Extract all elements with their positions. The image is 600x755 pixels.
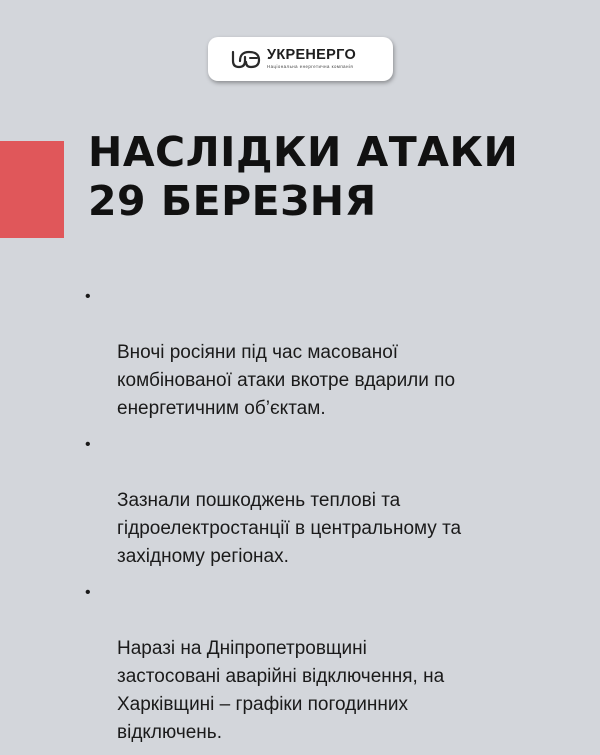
ukrenergo-logo-icon	[230, 48, 264, 70]
headline	[88, 128, 518, 226]
bullet-marker: •	[85, 436, 91, 453]
bullet-item	[82, 579, 522, 747]
logo-tagline: Національна енергетична компанія	[267, 64, 354, 69]
logo-name: УКРЕНЕРГО	[267, 47, 357, 63]
bullet-marker: •	[85, 584, 91, 601]
logo-badge	[208, 37, 393, 81]
bullet-list	[82, 283, 522, 755]
bullet-item	[82, 431, 522, 571]
bullet-text: Наразі на Дніпропетровщині застосовані аварійні відключення, на Харківщині – графіки погодинних відключень.	[117, 638, 445, 743]
bullet-text: Вночі росіяни під час масованої комбінованої атаки вкотре вдарили по енергетичним об’єктам.	[117, 342, 456, 419]
accent-bar	[0, 141, 64, 238]
headline-line-2: 29 БЕРЕЗНЯ	[88, 177, 377, 225]
bullet-marker: •	[85, 288, 91, 305]
headline-line-1: НАСЛІДКИ АТАКИ	[88, 128, 519, 176]
bullet-item	[82, 283, 522, 423]
bullet-text: Зазнали пошкоджень теплові та гідроелектростанції в центральному та західному регіонах.	[117, 490, 462, 567]
